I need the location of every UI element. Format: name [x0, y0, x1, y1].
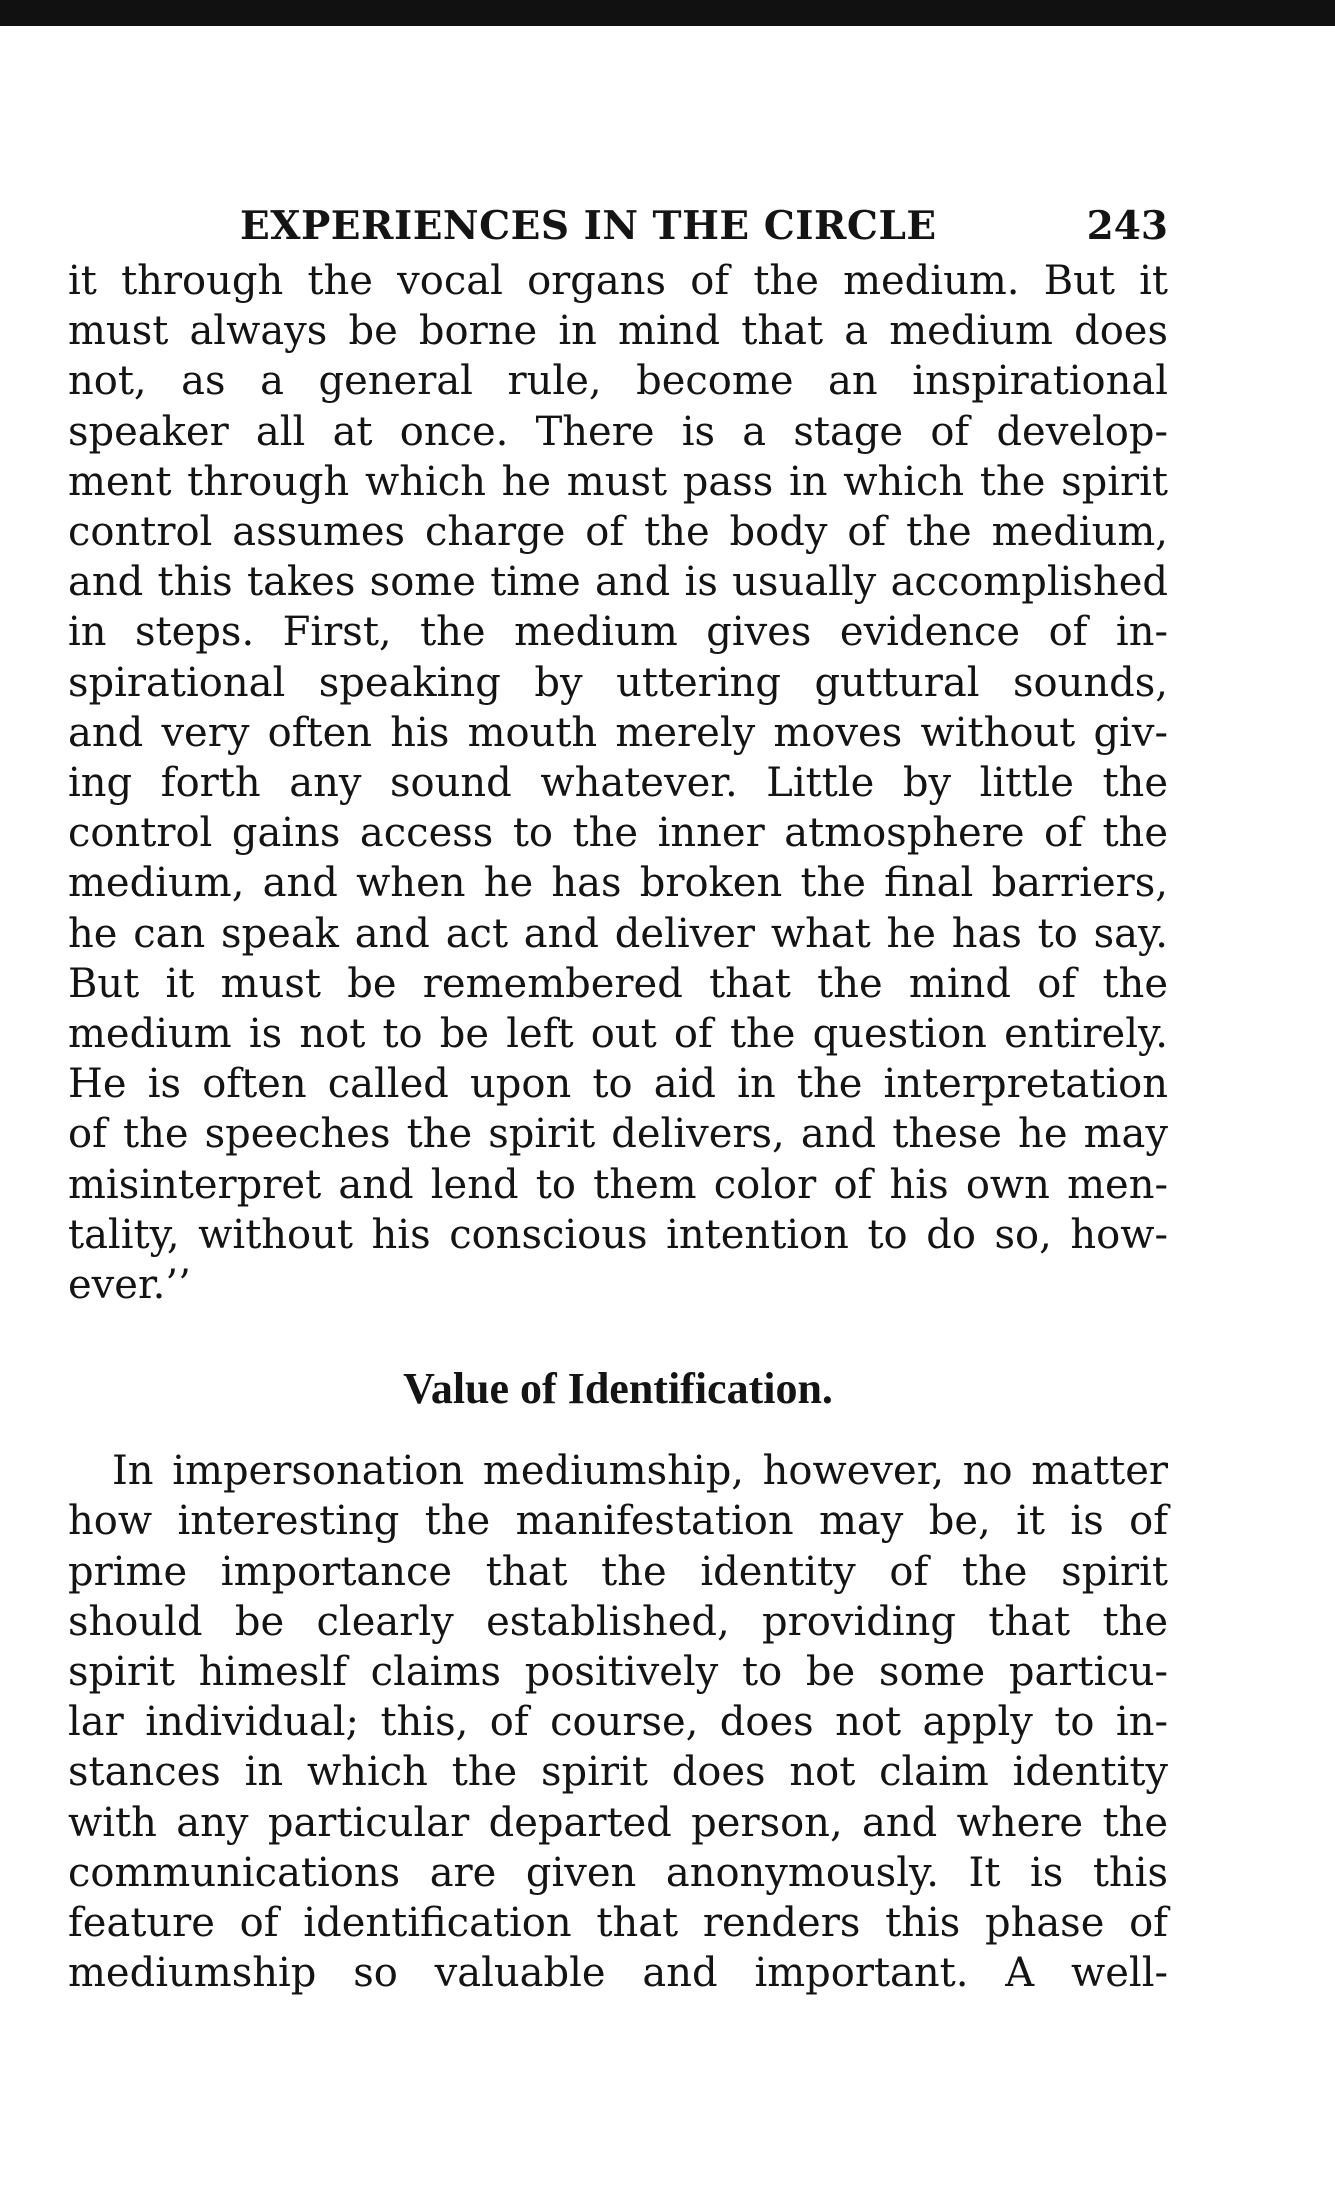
text-line: it through the vocal organs of the medium. But it	[68, 258, 1168, 304]
text-line: But it must be remembered that the mind of the	[68, 960, 1168, 1007]
text-line: medium, and when he has broken the final barriers,	[68, 860, 1168, 907]
text-line: and very often his mouth merely moves without giv-	[68, 709, 1168, 756]
text-line: not, as a general rule, become an inspirational	[68, 358, 1168, 405]
text-line: mediumship so valuable and important. A well-	[68, 1950, 1168, 1997]
text-line: should be clearly established, providing that the	[68, 1598, 1168, 1645]
text-line: communications are given anonymously. It is this	[68, 1849, 1168, 1896]
text-line: must always be borne in mind that a medium does	[68, 308, 1168, 355]
text-line: feature of identification that renders this phase of	[68, 1900, 1168, 1947]
text-line: spirit himeslf claims positively to be some particu-	[68, 1649, 1168, 1696]
text-line: In impersonation mediumship, however, no matter	[112, 1448, 1168, 1495]
book-page	[68, 196, 1168, 1999]
running-head	[68, 196, 1168, 256]
text-line: how interesting the manifestation may be, it is of	[68, 1498, 1168, 1545]
running-title: EXPERIENCES IN THE CIRCLE	[240, 203, 937, 249]
text-line: He is often called upon to aid in the interpretation	[68, 1061, 1168, 1108]
section-heading: Value of Identification.	[403, 1364, 833, 1414]
paragraph-continued	[68, 256, 1168, 1310]
text-line: ing forth any sound whatever. Little by little the	[68, 760, 1168, 807]
paragraph-identification	[68, 1446, 1168, 1998]
page-number: 243	[1086, 203, 1168, 249]
text-line: medium is not to be left out of the question entirely.	[68, 1011, 1168, 1058]
text-line: of the speeches the spirit delivers, and these he may	[68, 1111, 1168, 1158]
text-line: misinterpret and lend to them color of his own men-	[68, 1161, 1168, 1208]
text-line: speaker all at once. There is a stage of develop-	[68, 408, 1168, 455]
text-line: ever.’’	[68, 1262, 191, 1309]
text-line: lar individual; this, of course, does not apply to in-	[68, 1699, 1168, 1746]
text-line: with any particular departed person, and where the	[68, 1799, 1168, 1846]
top-border-rule	[0, 0, 1335, 26]
text-line: tality, without his conscious intention to do so, how-	[68, 1211, 1168, 1258]
text-line: in steps. First, the medium gives evidence of in-	[68, 609, 1168, 656]
text-line: spirational speaking by uttering guttural sounds,	[68, 659, 1168, 706]
text-line: prime importance that the identity of the spirit	[68, 1548, 1168, 1595]
text-line: he can speak and act and deliver what he has to say.	[68, 910, 1168, 957]
text-line: and this takes some time and is usually accomplished	[68, 559, 1168, 606]
text-line: stances in which the spirit does not claim identity	[68, 1749, 1168, 1796]
text-line: ment through which he must pass in which the spirit	[68, 458, 1168, 505]
text-line: control assumes charge of the body of the medium,	[68, 509, 1168, 556]
text-line: control gains access to the inner atmosphere of the	[68, 810, 1168, 857]
